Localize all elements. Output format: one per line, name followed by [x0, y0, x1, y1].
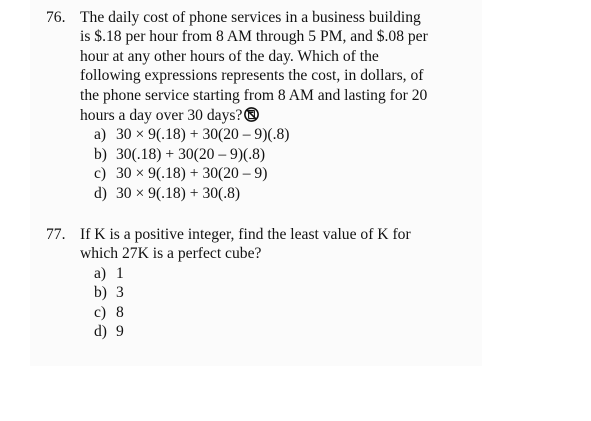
answer-choices	[94, 125, 428, 203]
choice-letter: c)	[94, 303, 107, 321]
choice-text: 30 × 9(.18) + 30(20 – 9)(.8)	[116, 126, 290, 144]
choice-text: 8	[116, 303, 124, 321]
choice-letter: a)	[94, 264, 107, 282]
answer-choices	[94, 264, 411, 342]
choice-letter: a)	[94, 126, 107, 144]
stem-line-text: hours a day over 30 days?	[80, 107, 243, 125]
question-76	[46, 8, 428, 203]
choice-letter: c)	[94, 165, 107, 183]
question-stem	[80, 225, 411, 264]
stem-line-last	[80, 105, 428, 125]
answer-choice[interactable]	[94, 184, 428, 203]
answer-choice[interactable]	[94, 164, 428, 183]
choice-letter: b)	[94, 145, 107, 163]
answer-choice[interactable]	[94, 322, 411, 341]
choice-text: 1	[116, 264, 124, 282]
choice-text: 30 × 9(.18) + 30(.8)	[116, 184, 241, 202]
stem-line: If K is a positive integer, find the least value of K for	[80, 226, 411, 243]
choice-letter: b)	[94, 284, 107, 302]
stem-line: is $.18 per hour from 8 AM through 5 PM, and $.08 per	[80, 28, 428, 46]
stem-line: hour at any other hours of the day. Which of the	[80, 47, 379, 65]
question-number: 77.	[46, 226, 66, 243]
choice-text: 30 × 9(.18) + 30(20 – 9)	[116, 165, 268, 183]
question-number: 76.	[46, 9, 66, 26]
choice-text: 30(.18) + 30(20 – 9)(.8)	[116, 145, 266, 163]
answer-choice[interactable]	[94, 303, 411, 322]
stem-line: which 27K is a perfect cube?	[80, 245, 262, 263]
answer-choice[interactable]	[94, 264, 411, 283]
choice-text: 3	[116, 284, 124, 302]
question-77	[46, 225, 411, 341]
stem-line: the phone service starting from 8 AM and lasting for 20	[80, 86, 428, 104]
choice-letter: d)	[94, 322, 107, 340]
choice-letter: d)	[94, 184, 107, 202]
question-stem	[80, 8, 428, 125]
answer-choice[interactable]	[94, 283, 411, 302]
choice-text: 9	[116, 322, 124, 340]
stem-line: The daily cost of phone services in a business building	[80, 9, 421, 26]
answer-choice[interactable]	[94, 145, 428, 164]
no-calculator-icon	[244, 107, 259, 122]
answer-choice[interactable]	[94, 125, 428, 144]
stem-line: following expressions represents the cost, in dollars, of	[80, 67, 424, 85]
